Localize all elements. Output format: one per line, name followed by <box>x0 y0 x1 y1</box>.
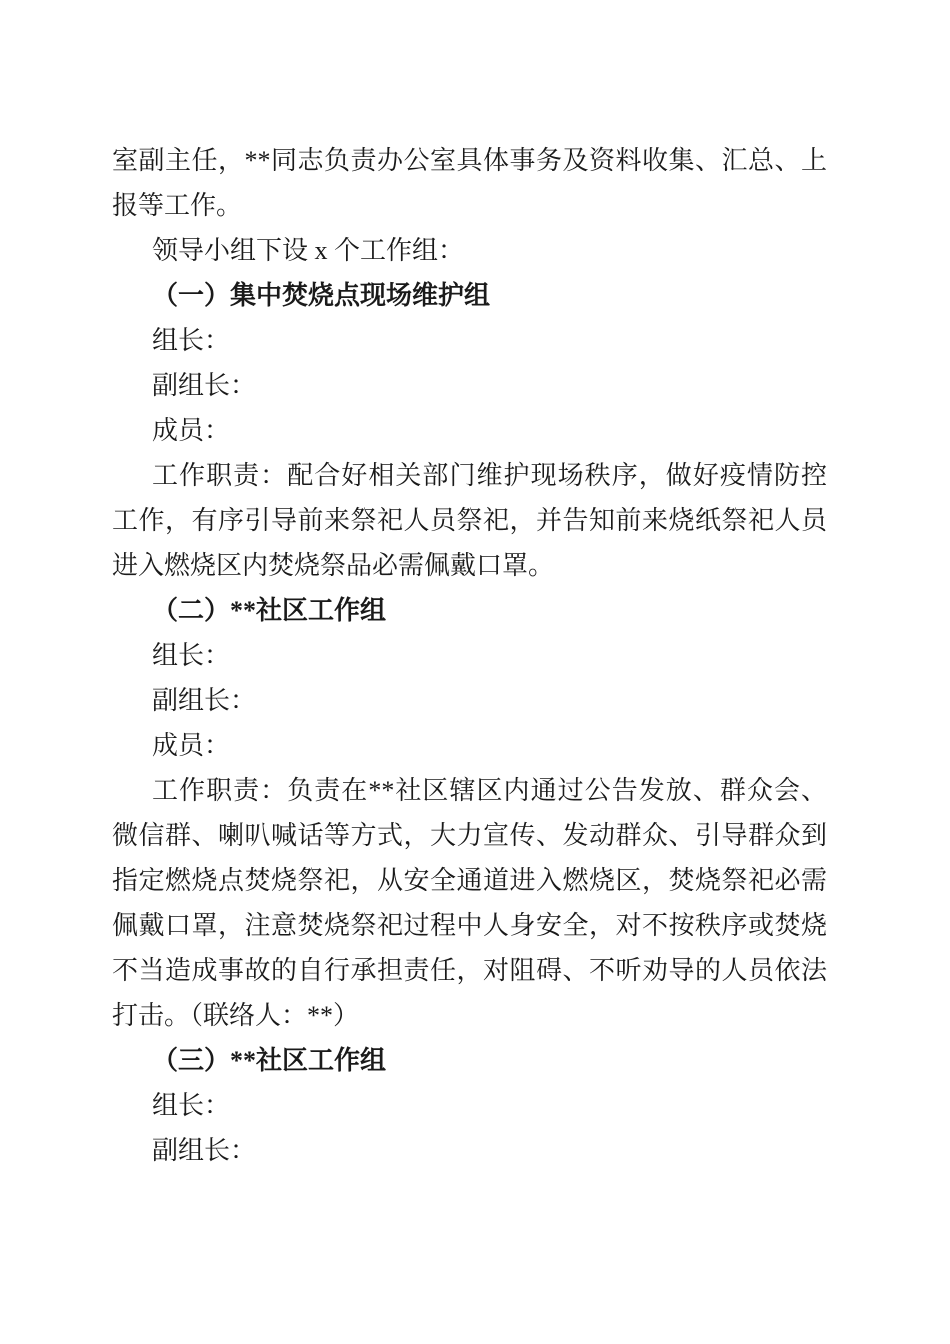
label-group-2-leader: 组长： <box>152 641 231 670</box>
heading-group-2-community: （二）**社区工作组 <box>152 596 387 625</box>
para-group-1-duties: 工作职责：配合好相关部门维护现场秩序，做好疫情防控工作，有序引导前来祭祀人员祭祀，并告知前来烧纸祭祀人员进入燃烧区内焚烧祭品必需佩戴口罩。 <box>112 461 827 580</box>
label-group-1-leader: 组长： <box>152 326 231 355</box>
para-working-groups-intro: 领导小组下设 x 个工作组： <box>152 236 465 265</box>
label-group-2-deputy-leader: 副组长： <box>152 686 257 715</box>
label-group-2-members: 成员： <box>152 731 231 760</box>
label-group-3-leader: 组长： <box>152 1091 231 1120</box>
para-group-2-duties: 工作职责：负责在**社区辖区内通过公告发放、群众会、微信群、喇叭喊话等方式，大力宣传、发动群众、引导群众到指定燃烧点焚烧祭祀，从安全通道进入燃烧区，焚烧祭祀必需佩戴口罩，注意焚烧祭祀过程中人身安全，对不按秩序或焚烧不当造成事故的自行承担责任，对阻碍、不听劝导的人员依法打击。（联络人：**） <box>112 776 827 1030</box>
para-office-duties-continuation: 室副主任，**同志负责办公室具体事务及资料收集、汇总、上报等工作。 <box>112 146 827 220</box>
label-group-3-deputy-leader: 副组长： <box>152 1136 257 1165</box>
label-group-1-deputy-leader: 副组长： <box>152 371 257 400</box>
heading-group-1-burn-site-maintenance: （一）集中焚烧点现场维护组 <box>152 281 491 310</box>
label-group-1-members: 成员： <box>152 416 231 445</box>
heading-group-3-community: （三）**社区工作组 <box>152 1046 387 1075</box>
